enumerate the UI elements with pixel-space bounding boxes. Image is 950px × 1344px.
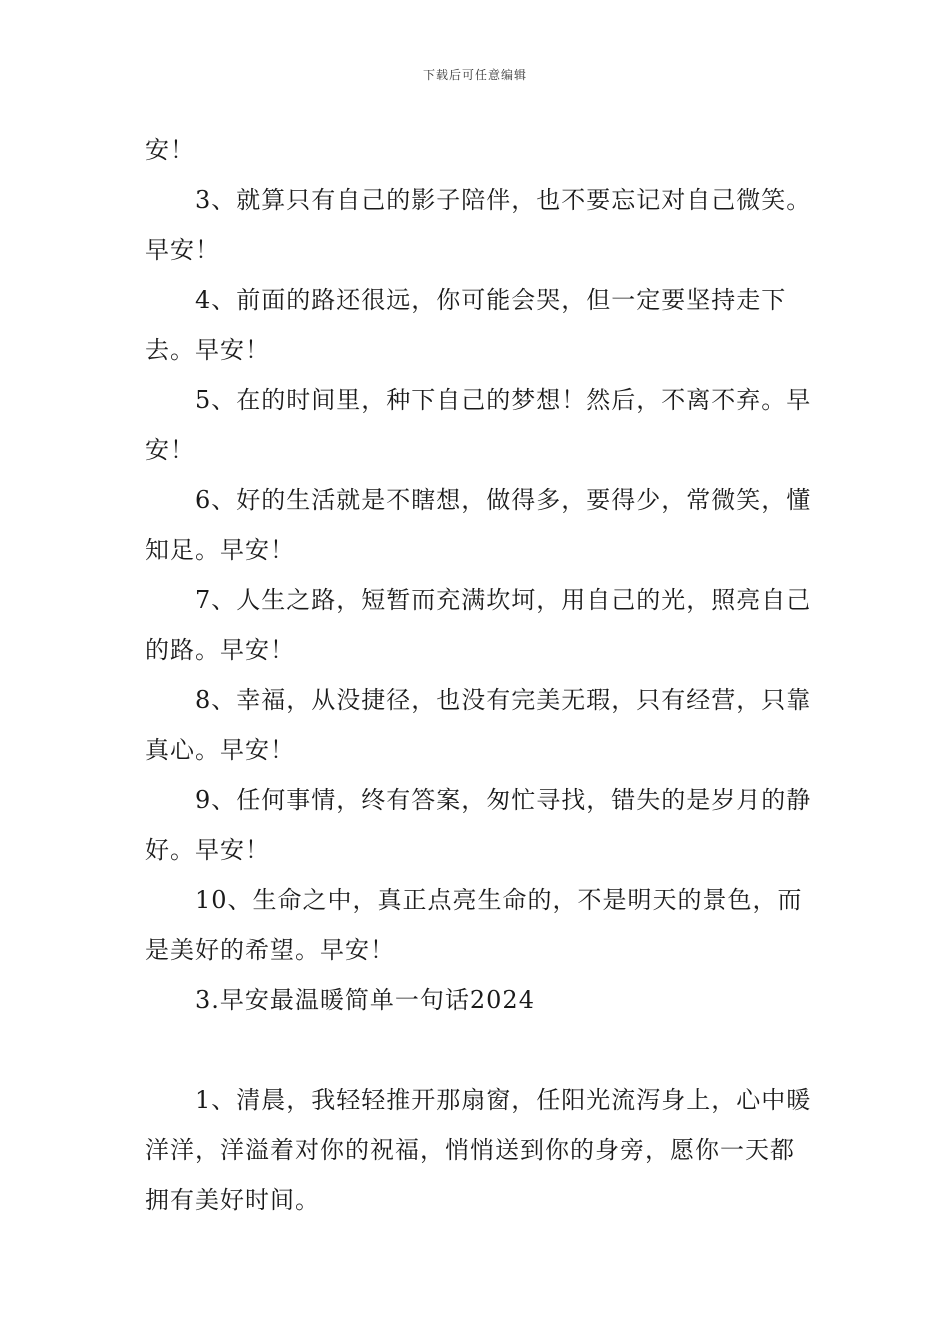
page-header: 下载后可任意编辑 xyxy=(422,68,527,82)
list-item-6: 6、好的生活就是不瞎想，做得多，要得少，常微笑，懂知足。早安！ xyxy=(145,486,812,564)
list-item-9: 9、任何事情，终有答案，匆忙寻找，错失的是岁月的静好。早安！ xyxy=(145,786,812,864)
list-item-3: 3、就算只有自己的影子陪伴，也不要忘记对自己微笑。早安！ xyxy=(145,186,812,264)
list-item-4: 4、前面的路还很远，你可能会哭，但一定要坚持走下去。早安！ xyxy=(145,286,787,364)
list-item-8: 8、幸福，从没捷径，也没有完美无瑕，只有经营，只靠真心。早安！ xyxy=(145,686,812,764)
paragraph-continuation: 安！ xyxy=(145,136,195,164)
section-spacer xyxy=(145,1025,815,1075)
list-item-10: 10、生命之中，真正点亮生命的，不是明天的景色，而是美好的希望。早安！ xyxy=(145,886,803,964)
list-item-5: 5、在的时间里，种下自己的梦想！然后，不离不弃。早安！ xyxy=(145,386,812,464)
list-item-7: 7、人生之路，短暂而充满坎坷，用自己的光，照亮自己的路。早安！ xyxy=(145,586,812,664)
section-list-item-1: 1、清晨，我轻轻推开那扇窗，任阳光流泻身上，心中暖洋洋，洋溢着对你的祝福，悄悄送到你的身旁，愿你一天都拥有美好时间。 xyxy=(145,1086,812,1214)
document-body xyxy=(145,125,815,1225)
section-heading: 3.早安最温暖简单一句话2024 xyxy=(195,986,535,1014)
